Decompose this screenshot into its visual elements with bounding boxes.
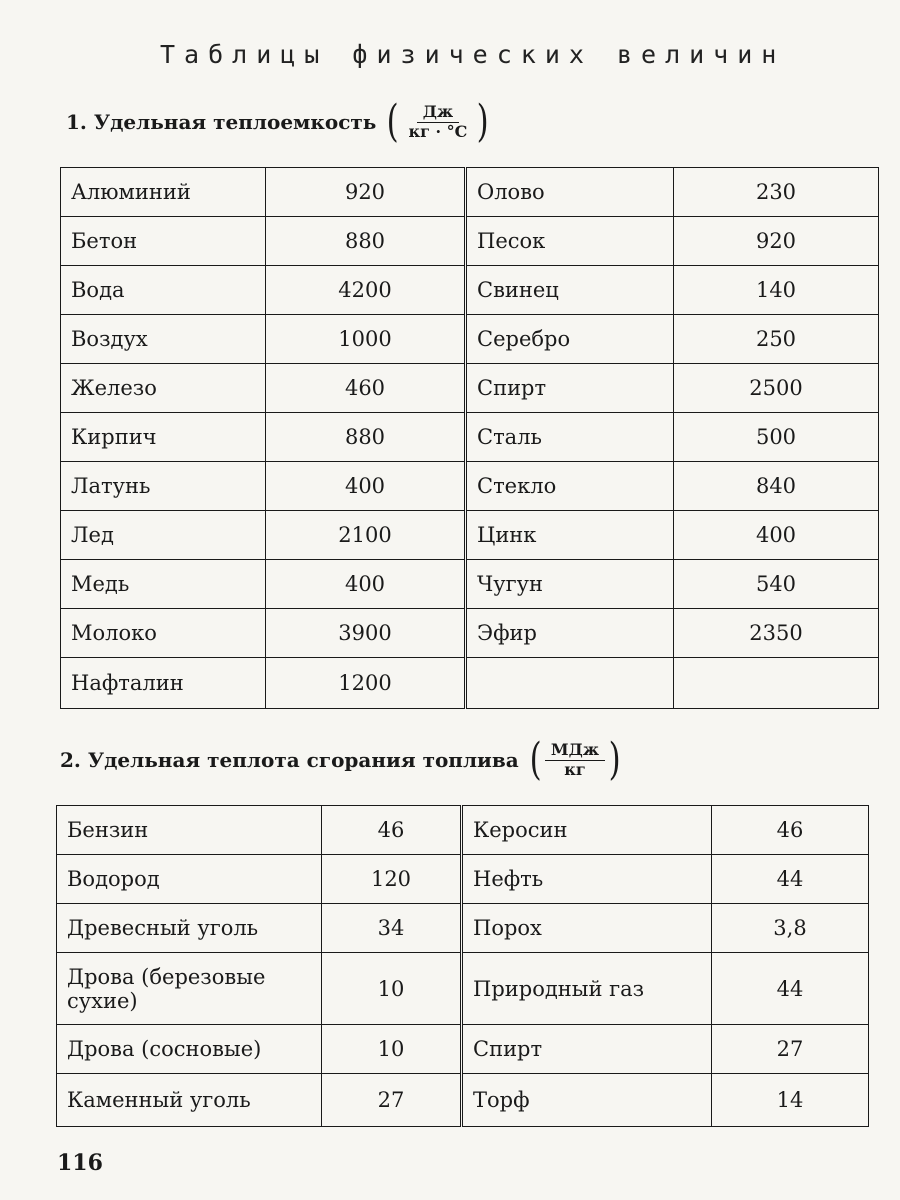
section-2-unit-denominator: кг [564,759,586,779]
right-value-cell: 2500 [674,364,879,413]
left-value-cell: 10 [322,953,462,1025]
section-2-unit: ( $\frac{\text{МДж}}{кг}$ ) [529,734,621,785]
right-value-cell: 3,8 [712,904,869,953]
left-name-cell: Водород [57,855,322,904]
right-name-cell: Нефть [462,855,712,904]
left-value-cell: 34 [322,904,462,953]
right-name-cell: Природный газ [462,953,712,1025]
right-name-cell: Спирт [466,364,674,413]
table-row [61,168,879,217]
right-value-cell: 230 [674,168,879,217]
section-1-title-text: 1. Удельная теплоемкость [66,110,377,134]
left-name-cell: Бензин [57,806,322,855]
left-value-cell: 4200 [266,266,466,315]
right-name-cell: Свинец [466,266,674,315]
fuel-heat-table [56,805,869,1127]
table-row [57,1025,869,1074]
left-name-cell: Воздух [61,315,266,364]
right-value-cell: 2350 [674,609,879,658]
left-name-cell: Нафталин [61,658,266,709]
page-number: 116 [57,1150,103,1176]
left-name-cell: Каменный уголь [57,1074,322,1127]
running-head: Таблицы физических величин [160,40,786,69]
right-value-cell: 27 [712,1025,869,1074]
right-value-cell: 44 [712,953,869,1025]
section-2-unit-numerator: МДж [545,741,605,760]
right-value-cell [674,658,879,709]
right-name-cell: Эфир [466,609,674,658]
left-value-cell: 400 [266,462,466,511]
right-value-cell: 14 [712,1074,869,1127]
left-name-cell: Дрова (сосновые) [57,1025,322,1074]
right-name-cell: Торф [462,1074,712,1127]
left-name-cell: Алюминий [61,168,266,217]
right-name-cell: Стекло [466,462,674,511]
left-name-cell: Вода [61,266,266,315]
left-value-cell: 400 [266,560,466,609]
right-name-cell: Олово [466,168,674,217]
right-name-cell: Керосин [462,806,712,855]
table-row [61,511,879,560]
left-value-cell: 27 [322,1074,462,1127]
section-1-unit-numerator: Дж [417,103,459,122]
left-name-cell: Бетон [61,217,266,266]
right-name-cell: Порох [462,904,712,953]
section-2-title [60,734,623,785]
right-value-cell: 840 [674,462,879,511]
left-value-cell: 1200 [266,658,466,709]
left-value-cell: 880 [266,217,466,266]
left-value-cell: 46 [322,806,462,855]
right-value-cell: 140 [674,266,879,315]
table-row [61,217,879,266]
left-name-cell: Железо [61,364,266,413]
right-value-cell: 920 [674,217,879,266]
section-1-unit: ( $\frac{Дж}{кг \cdot ^\circ С}$ ) [386,96,489,147]
left-value-cell: 880 [266,413,466,462]
section-2-title-text: 2. Удельная теплота сгорания топлива [60,748,519,772]
table-row [57,953,869,1025]
table-row [61,413,879,462]
table-row [61,560,879,609]
left-value-cell: 1000 [266,315,466,364]
right-name-cell: Чугун [466,560,674,609]
table-row [61,266,879,315]
right-value-cell: 400 [674,511,879,560]
right-value-cell: 44 [712,855,869,904]
section-1-title [66,96,492,147]
table-row [57,855,869,904]
right-name-cell: Цинк [466,511,674,560]
right-value-cell: 500 [674,413,879,462]
right-value-cell: 250 [674,315,879,364]
left-name-cell: Латунь [61,462,266,511]
left-value-cell: 10 [322,1025,462,1074]
table-row [61,609,879,658]
right-name-cell: Спирт [462,1025,712,1074]
right-value-cell: 540 [674,560,879,609]
table-row [57,1074,869,1127]
left-name-cell: Дрова (березовые сухие) [57,953,322,1025]
right-name-cell: Песок [466,217,674,266]
left-value-cell: 920 [266,168,466,217]
table-row [61,364,879,413]
left-value-cell: 120 [322,855,462,904]
left-value-cell: 3900 [266,609,466,658]
left-name-cell: Лед [61,511,266,560]
left-name-cell: Кирпич [61,413,266,462]
table-row [61,462,879,511]
right-value-cell: 46 [712,806,869,855]
left-name-cell: Медь [61,560,266,609]
right-name-cell: Серебро [466,315,674,364]
left-name-cell: Молоко [61,609,266,658]
right-name-cell: Сталь [466,413,674,462]
left-value-cell: 460 [266,364,466,413]
table-row [61,658,879,709]
table-row [57,904,869,953]
section-1-unit-denominator: кг · °С [408,121,468,141]
left-name-cell: Древесный уголь [57,904,322,953]
table-row [61,315,879,364]
table-row [57,806,869,855]
left-value-cell: 2100 [266,511,466,560]
right-name-cell [466,658,674,709]
specific-heat-table [60,167,879,709]
